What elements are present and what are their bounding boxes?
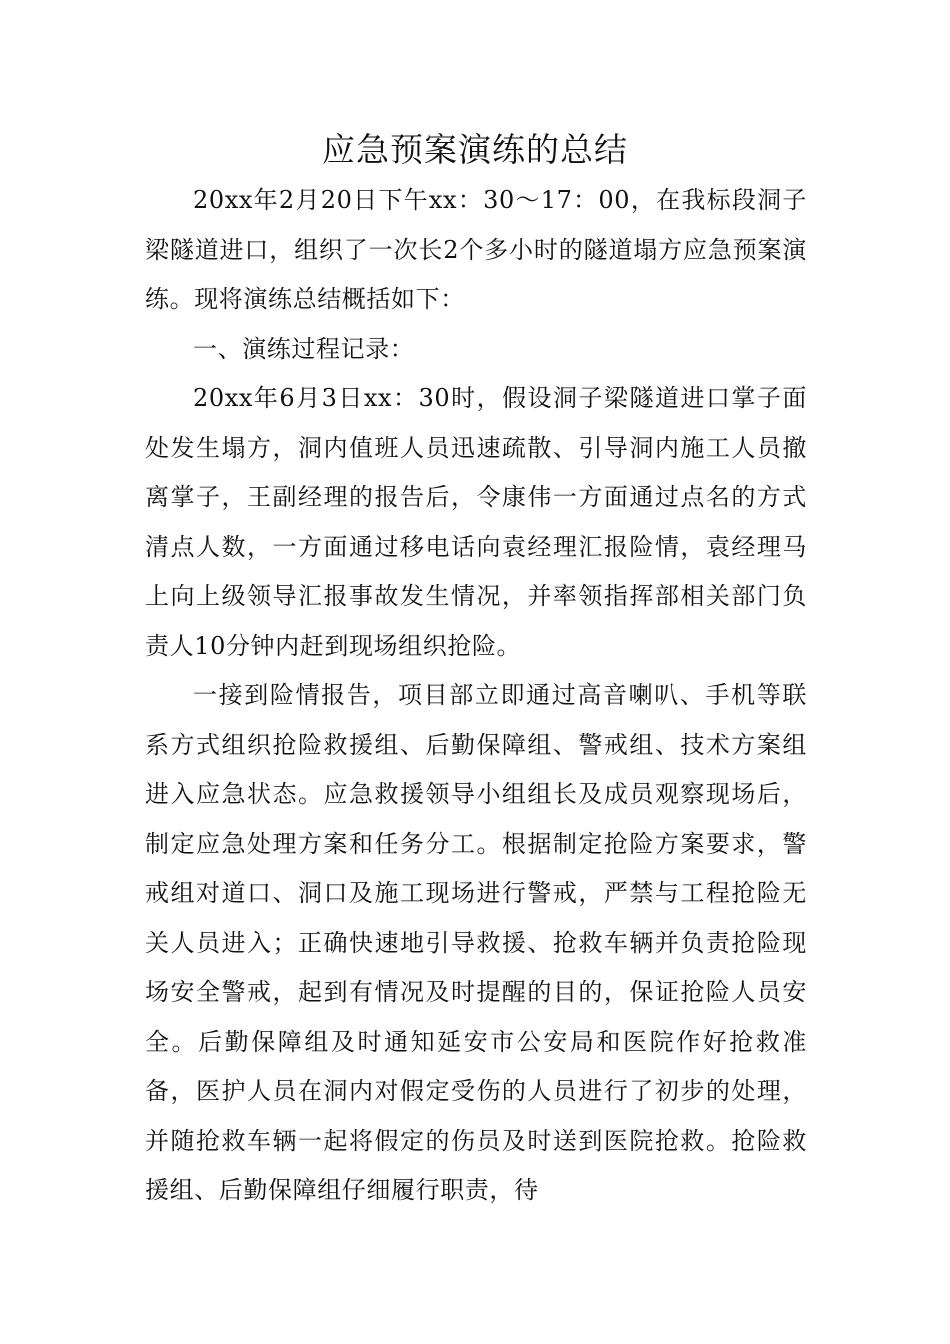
paragraph-intro: 20xx年2月20日下午xx：30～17：00，在我标段洞子梁隧道进口，组织了一次长2个多小时的隧道塌方应急预案演练。现将演练总结概括如下： xyxy=(145,186,807,313)
paragraph-response: 一接到险情报告，项目部立即通过高音喇叭、手机等联系方式组织抢险救援组、后勤保障组、警戒组、技术方案组进入应急状态。应急救援领导小组组长及成员观察现场后，制定应急处理方案和任务分工。根据制定抢险方案要求，警戒组对道口、洞口及施工现场进行警戒，严禁与工程抢险无关人员进入；正确快速地引导救援、抢救车辆并负责抢险现场安全警戒，起到有情况及时提醒的目的，保证抢险人员安全。后勤保障组及时通知延安市公安局和医院作好抢救准备，医护人员在洞内对假定受伤的人员进行了初步的处理，并随抢救车辆一起将假定的伤员及时送到医院抢救。抢险救援组、后勤保障组仔细履行职责，待 xyxy=(145,681,807,1204)
section-heading: 一、演练过程记录： xyxy=(193,334,415,363)
document-body xyxy=(145,176,807,1216)
document-title: 应急预案演练的总结 xyxy=(322,130,628,169)
paragraph-record: 20xx年6月3日xx：30时，假设洞子梁隧道进口掌子面处发生塌方，洞内值班人员迅速疏散、引导洞内施工人员撤离掌子，王副经理的报告后，令康伟一方面通过点名的方式清点人数，一方面通过移电话向袁经理汇报险情，袁经理马上向上级领导汇报事故发生情况，并率领指挥部相关部门负责人10分钟内赶到现场组织抢险。 xyxy=(145,384,807,660)
